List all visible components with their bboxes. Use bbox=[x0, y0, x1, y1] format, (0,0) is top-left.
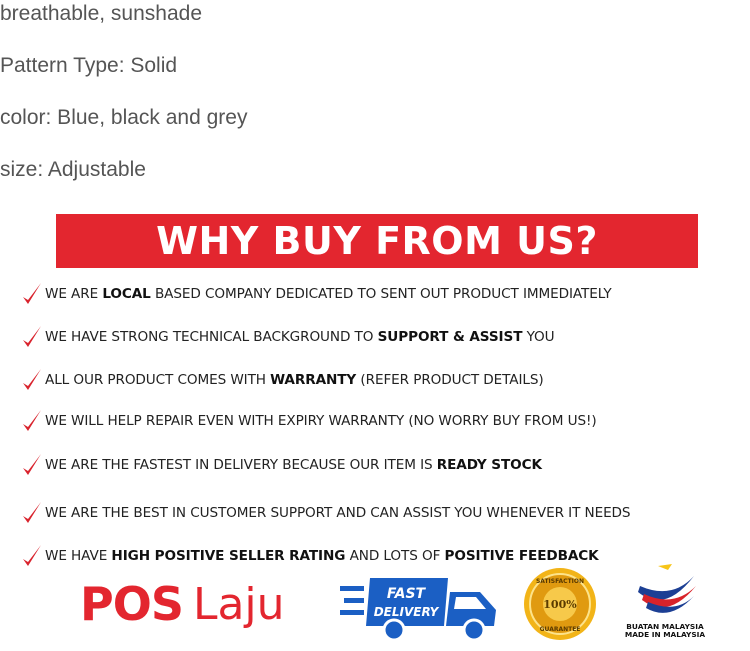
spec-line-2: Pattern Type: Solid bbox=[0, 54, 178, 77]
seal-bottom-text: GUARANTEE bbox=[539, 626, 581, 633]
reason-item bbox=[22, 281, 612, 307]
buatan-malaysia-text: BUATAN MALAYSIA bbox=[626, 622, 704, 631]
reason-item bbox=[22, 500, 630, 526]
checkmark-icon bbox=[22, 453, 42, 477]
seal-mid-text: 100% bbox=[543, 598, 577, 611]
reason-text: WE ARE THE FASTEST IN DELIVERY BECAUSE OUR ITEM IS READY STOCK bbox=[45, 457, 542, 473]
checkmark-icon bbox=[22, 409, 42, 433]
why-buy-banner bbox=[56, 214, 698, 268]
buatan-malaysia-logo bbox=[620, 562, 710, 644]
made-in-malaysia-text: MADE IN MALAYSIA bbox=[624, 630, 706, 639]
checkmark-icon bbox=[22, 282, 42, 306]
poslaju-logo bbox=[80, 574, 316, 634]
satisfaction-guarantee-badge-icon bbox=[522, 566, 598, 642]
reason-item bbox=[22, 452, 542, 478]
reason-item bbox=[22, 408, 597, 434]
reason-text: WE ARE LOCAL BASED COMPANY DEDICATED TO SENT OUT PRODUCT IMMEDIATELY bbox=[45, 286, 612, 302]
spec-line-1: breathable, sunshade bbox=[0, 2, 202, 25]
reason-item bbox=[22, 367, 544, 393]
reason-item bbox=[22, 324, 555, 350]
banner-title: WHY BUY FROM US? bbox=[156, 219, 598, 263]
spec-line-3: color: Blue, black and grey bbox=[0, 106, 248, 129]
spec-line-4: size: Adjustable bbox=[0, 158, 146, 181]
reason-text: ALL OUR PRODUCT COMES WITH WARRANTY (REFER PRODUCT DETAILS) bbox=[45, 372, 544, 388]
laju-logo-text: Laju bbox=[192, 578, 285, 630]
reason-text: WE HAVE HIGH POSITIVE SELLER RATING AND LOTS OF POSITIVE FEEDBACK bbox=[45, 548, 599, 564]
seal-top-text: SATISFACTION bbox=[535, 578, 585, 585]
pos-logo-text: POS bbox=[80, 577, 183, 631]
reason-text: WE ARE THE BEST IN CUSTOMER SUPPORT AND CAN ASSIST YOU WHENEVER IT NEEDS bbox=[45, 505, 631, 521]
fast-delivery-truck-icon bbox=[340, 572, 500, 642]
malaysia-flag-swoosh-icon bbox=[620, 562, 710, 618]
logos-row bbox=[0, 562, 750, 651]
fast-label: FAST bbox=[386, 586, 426, 602]
delivery-label: DELIVERY bbox=[373, 605, 439, 619]
reason-text: WE WILL HELP REPAIR EVEN WITH EXPIRY WARRANTY (NO WORRY BUY FROM US!) bbox=[45, 413, 597, 429]
checkmark-icon bbox=[22, 501, 42, 525]
checkmark-icon bbox=[22, 368, 42, 392]
checkmark-icon bbox=[22, 325, 42, 349]
reason-text: WE HAVE STRONG TECHNICAL BACKGROUND TO SUPPORT & ASSIST YOU bbox=[45, 329, 555, 345]
